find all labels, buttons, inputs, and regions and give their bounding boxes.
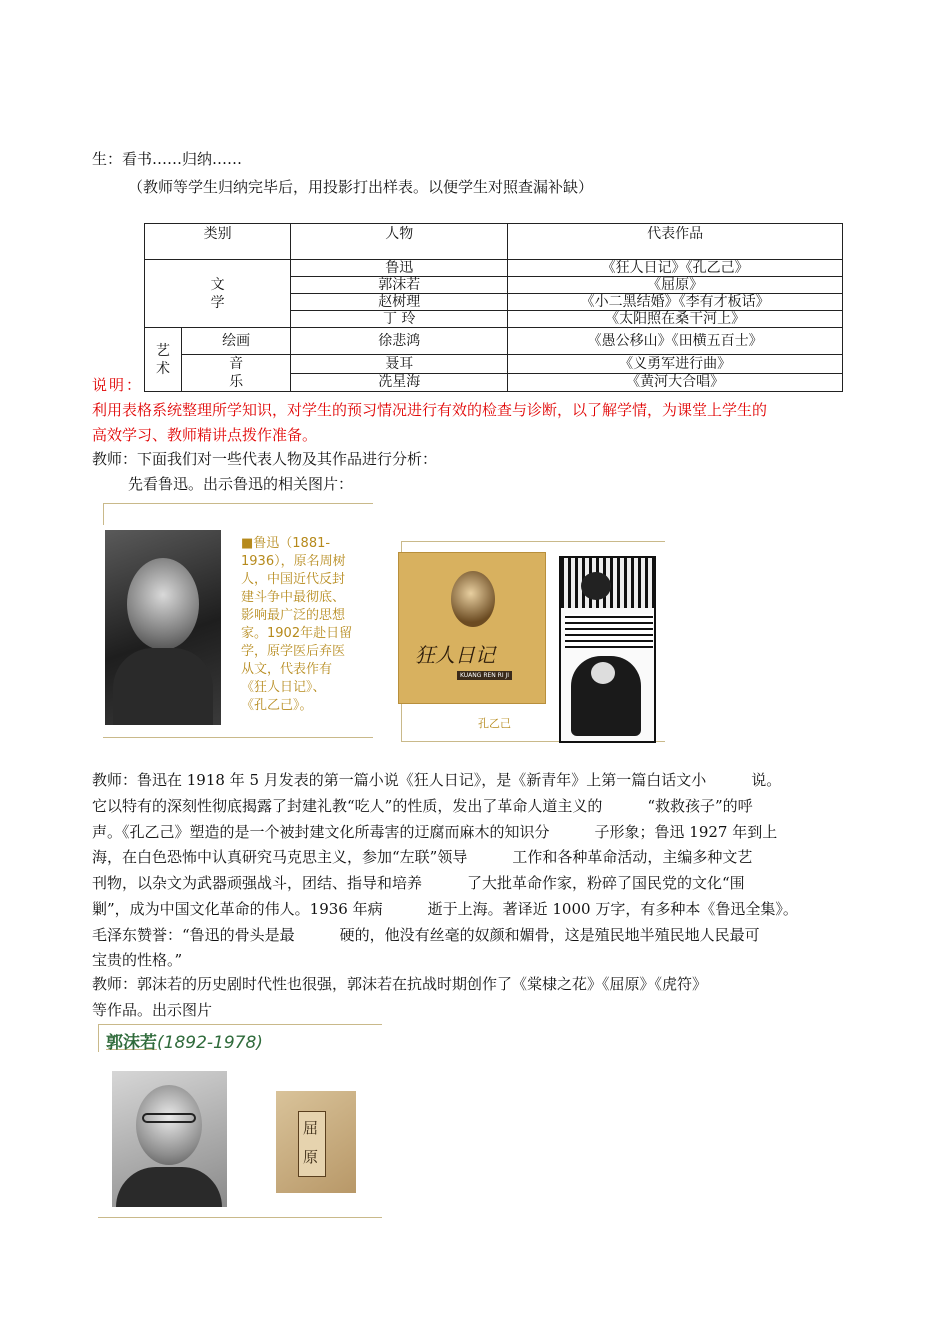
table-row [145, 328, 843, 355]
table-row [145, 260, 843, 277]
note-text-2: 高效学习、教师精讲点拨作准备。 [92, 426, 318, 444]
quyuan-book [276, 1091, 356, 1193]
table-cell-person: 赵树理 [291, 294, 508, 311]
kuangren-riji-pinyin: KUANG REN RI JI [457, 671, 512, 680]
kongyiji-label: 孔乙己 [478, 717, 511, 730]
table-cell-works: 《愚公移山》《田横五百士》 [508, 328, 843, 355]
table-header-person: 人物 [291, 224, 508, 260]
table-header-works: 代表作品 [508, 224, 843, 260]
note-label: 说明： [92, 376, 144, 394]
para-luxun-1: 教师：鲁迅在 1918 年 5 月发表的第一篇小说《狂人日记》，是《新青年》上第一篇白话文小 说。 [92, 771, 782, 789]
para-luxun-4: 海，在白色恐怖中认真研究马克思主义，参加“左联”领导 工作和各种革命活动，主编多种文艺 [92, 848, 753, 866]
teacher-intro: 教师：下面我们对一些代表人物及其作品进行分析： [92, 450, 438, 468]
table-cell-works: 《黄河大合唱》 [508, 373, 843, 392]
table-header-row [145, 224, 843, 260]
table-cell-works: 《小二黑结婚》《李有才板话》 [508, 294, 843, 311]
quyuan-cover-title: 屈原 [303, 1119, 319, 1166]
kongyiji-woodcut [559, 556, 656, 743]
para-luxun-7: 毛泽东赞誉：“鲁迅的骨头是最 硬的，他没有丝毫的奴颜和媚骨，这是殖民地半殖民地人民最可 [92, 926, 760, 944]
intro-line-2: （教师等学生归纳完毕后，用投影打出样表。以便学生对照查漏补缺） [128, 178, 594, 196]
para-guo-1: 教师：郭沫若的历史剧时代性也很强，郭沫若在抗战时期创作了《棠棣之花》《屈原》《虎符》 [92, 975, 708, 993]
para-luxun-2: 它以特有的深刻性彻底揭露了封建礼教“吃人”的性质，发出了革命人道主义的 “救救孩子”的呼 [92, 797, 753, 815]
para-luxun-5: 刊物，以杂文为武器顽强战斗，团结、指导和培养 了大批革命作家，粉碎了国民党的文化“围 [92, 874, 745, 892]
table-cell-person: 丁 玲 [291, 311, 508, 328]
para-luxun-3: 声。《孔乙己》塑造的是一个被封建文化所毒害的迂腐而麻木的知识分 子形象；鲁迅 1927 年到上 [92, 823, 778, 841]
table-cell-person: 聂耳 [291, 355, 508, 374]
intro-line-1: 生：看书……归纳…… [92, 150, 243, 168]
table-cell-sub: 绘画 [182, 328, 291, 355]
table-cell-person: 冼星海 [291, 373, 508, 392]
table-row [145, 355, 843, 374]
table-cell-person: 徐悲鸿 [291, 328, 508, 355]
table-cell-person: 郭沫若 [291, 277, 508, 294]
table-cell-works: 《屈原》 [508, 277, 843, 294]
table-header-category: 类别 [145, 224, 291, 260]
para-luxun-6: 剿”，成为中国文化革命的伟人。1936 年病 逝于上海。著译近 1000 万字，有多种本《鲁迅全集》。 [92, 900, 798, 918]
table-cell-person: 鲁迅 [291, 260, 508, 277]
kuangren-riji-title: 狂人日记 [415, 643, 495, 667]
teacher-intro-luxun: 先看鲁迅。出示鲁迅的相关图片： [128, 475, 354, 493]
luxun-caption: ■鲁迅（1881- 1936），原名周树 人，中国近代反封 建斗争中最彻底、 影响最广泛的思想 家。1902年赴日留 学，原学医后弃医 从文，代表作有 《狂人日记》、 《孔乙己》。 [241, 536, 353, 713]
classification-table [144, 223, 843, 392]
guo-portrait [112, 1071, 227, 1207]
guo-title: 郭沫若(1892-1978) [106, 1033, 263, 1053]
kuangren-riji-cover [398, 552, 546, 704]
table-cell-works: 《狂人日记》《孔乙己》 [508, 260, 843, 277]
category-art: 艺术 [145, 328, 182, 392]
table-cell-works: 《义勇军进行曲》 [508, 355, 843, 374]
note-text-1: 利用表格系统整理所学知识，对学生的预习情况进行有效的检查与诊断，以了解学情，为课堂上学生的 [92, 401, 768, 419]
table-cell-works: 《太阳照在桑干河上》 [508, 311, 843, 328]
para-guo-2: 等作品。出示图片 [92, 1001, 213, 1019]
luxun-portrait [105, 530, 221, 725]
table-cell-sub-music: 音乐 [182, 355, 291, 392]
para-luxun-8: 宝贵的性格。” [92, 951, 183, 969]
category-literature: 文学 [145, 260, 291, 328]
